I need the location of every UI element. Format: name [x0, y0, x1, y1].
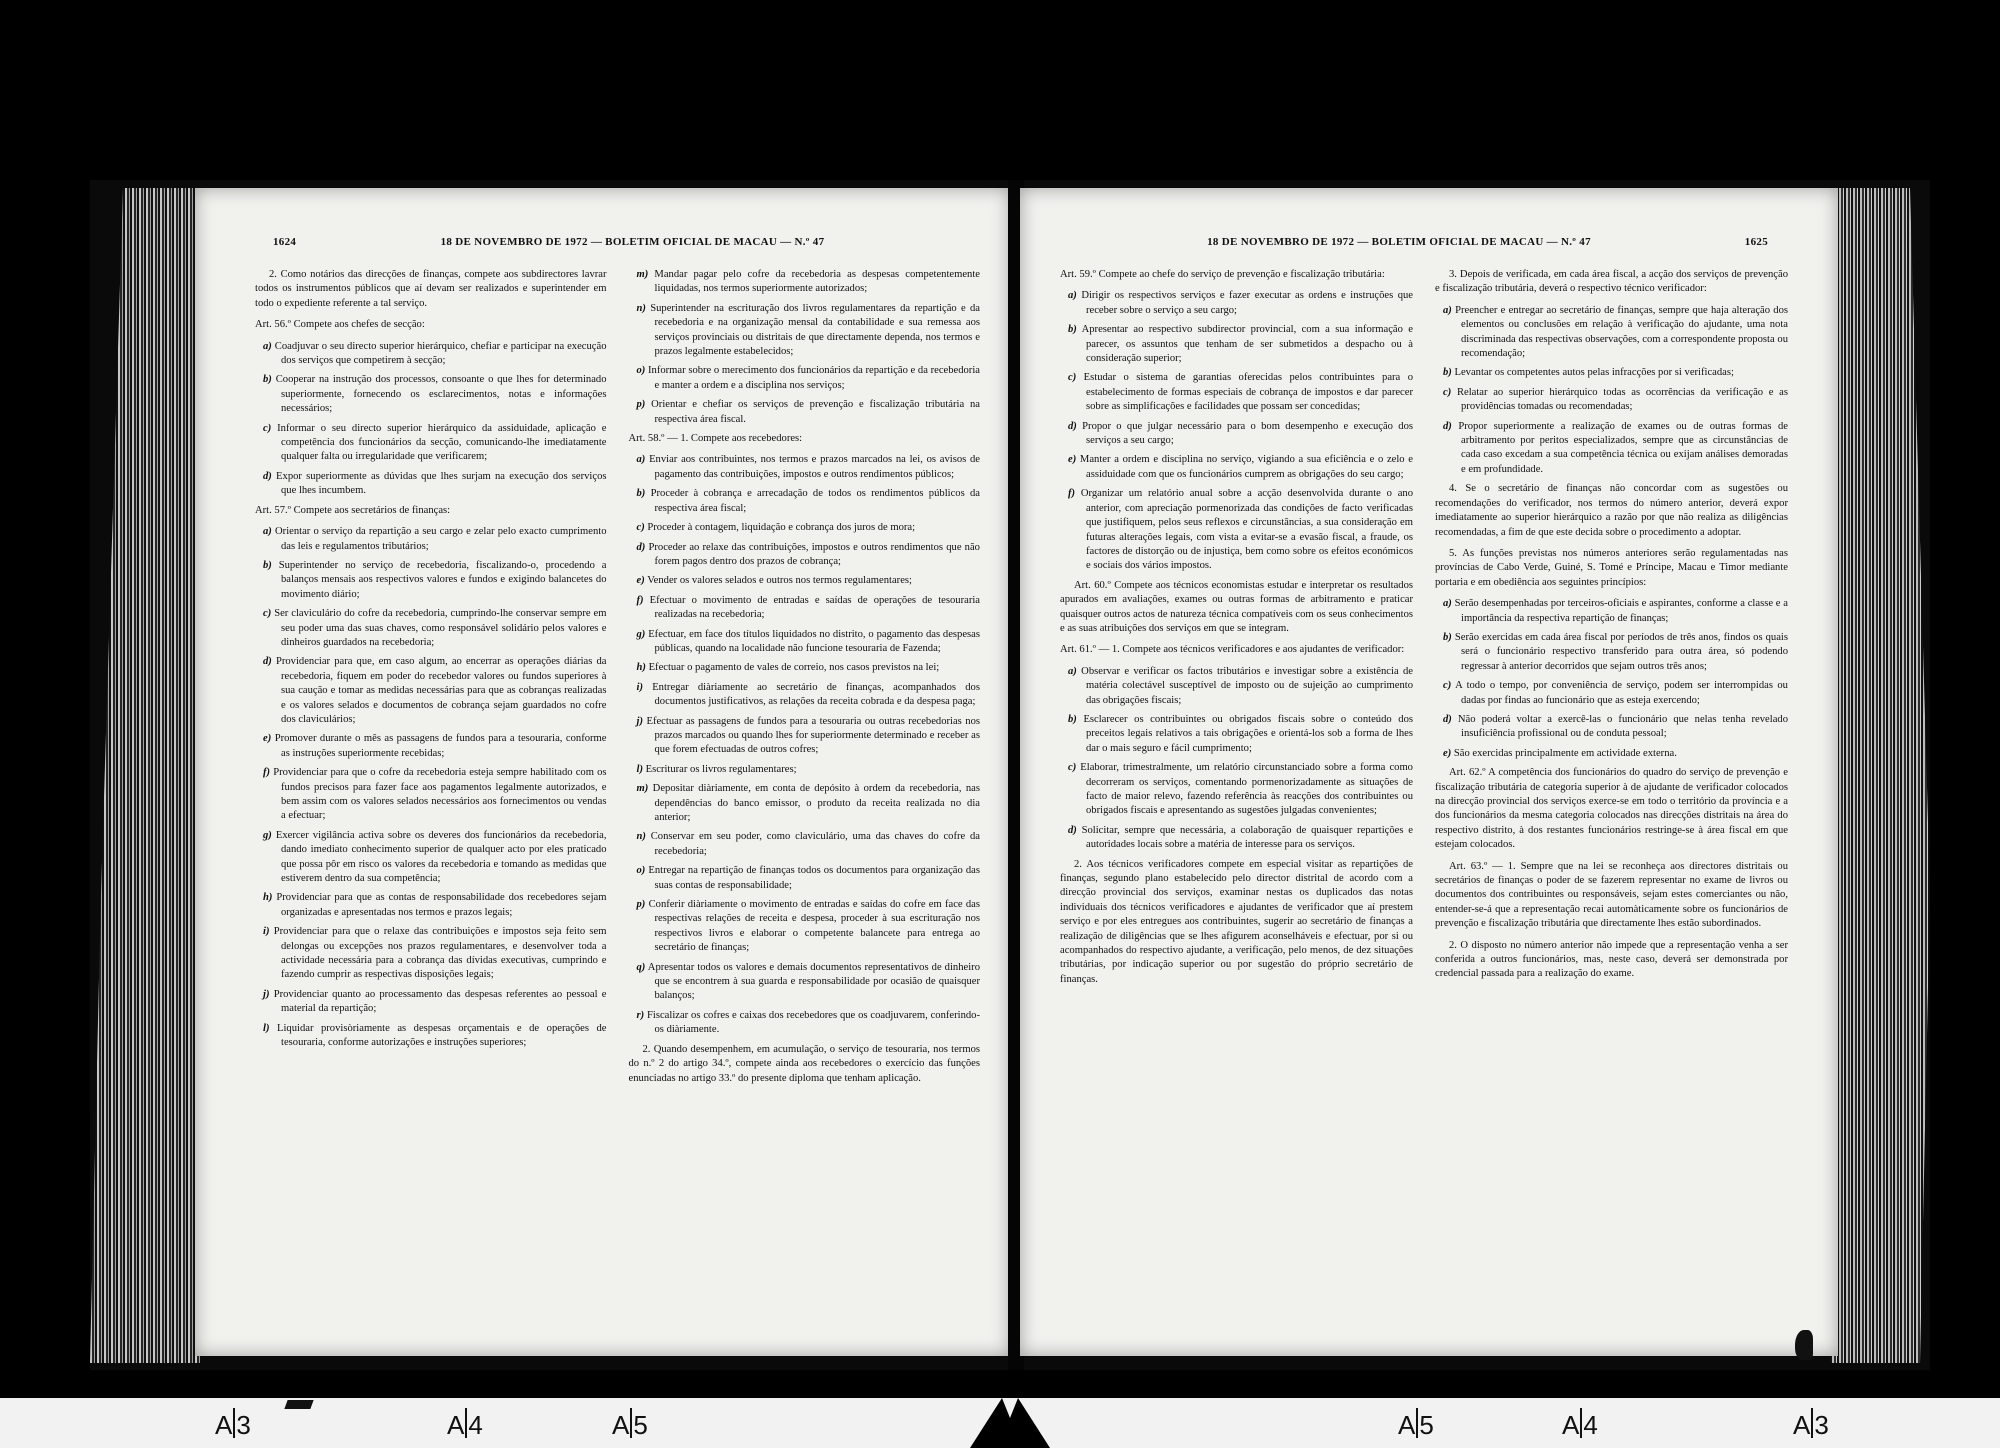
item-text: Orientar o serviço da repartição a seu cargo e zelar pelo exacto cumprimento das leis e regulamentos tributários;	[275, 526, 607, 552]
item-text: Esclarecer os contribuintes ou obrigados fiscais sobre o conteúdo dos preceitos legais relativos a tais obrigações e orientá-los sob a forma de lhes dar o mais seguro e fácil cumprimento;	[1083, 713, 1413, 754]
list-item	[1060, 665, 1413, 708]
item-text: Estudar o sistema de garantias oferecidas pelos contribuintes para o estabelecimento de formas especiais de cobrança de impostos e dar parecer sobre as simplificações e facilidades que possam ser concedidas;	[1083, 372, 1413, 413]
item-text: Escriturar os livros regulamentares;	[645, 763, 797, 775]
item-text: Serão exercidas em cada área fiscal por períodos de três anos, findos os quais será o funcionário respectivo transferido para outra área, só podendo regressar à anterior decorridos que sejam outros três anos;	[1454, 631, 1789, 672]
item-letter: f)	[636, 594, 644, 606]
paragraph: 3. Depois de verificada, em cada área fiscal, a acção dos serviços de prevenção e fiscalização tributária, deverá o respectivo técnico verificador:	[1435, 269, 1788, 295]
list-item	[1060, 323, 1413, 366]
item-text: Orientar e chefiar os serviços de prevenção e fiscalização tributária na respectiva área fiscal.	[651, 399, 980, 425]
item-letter: c)	[263, 422, 272, 434]
item-text: Mandar pagar pelo cofre da recebedoria as despesas competentemente liquidadas, nos termos superiormente autorizados;	[654, 269, 980, 295]
article-heading: Art. 58.º — 1. Compete aos recebedores:	[628, 433, 803, 445]
right-page-number: 1625	[1744, 236, 1768, 248]
list-item	[1435, 366, 1788, 380]
item-text: Informar o seu directo superior hierárquico da assiduidade, aplicação e competência dos funcionários da secção, comunicando-lhe imediatamente qualquer falta ou irregularidade que verificarem;	[277, 422, 607, 463]
item-letter: c)	[1068, 762, 1077, 774]
list-item	[1435, 747, 1788, 761]
item-letter: d)	[263, 656, 272, 668]
item-text: Organizar um relatório anual sobre a acção desenvolvida durante o ano anterior, com apreciação pormenorizada das condições de facto verificadas que justifiquem, pelos seus reflexos e circunstâncias, a sua consideração em futuras alterações legais, com vista a evitar-se a evasão fiscal, a fraude, os factores de distorção ou de injustiça, bem como sobre os efeitos económicos e sociais dos vários impostos.	[1080, 488, 1413, 572]
item-text: Entregar na repartição de finanças todos os documentos para organização das suas contas de responsabilidade;	[648, 865, 980, 891]
list-item	[1435, 304, 1788, 362]
item-letter: e)	[1443, 747, 1452, 759]
item-letter: j)	[263, 988, 270, 1000]
list-item	[629, 574, 981, 588]
item-text: Superintender na escrituração dos livros regulamentares da repartição e da recebedoria e na organização mensal da contabilidade e sua remessa aos serviços provinciais ou distritais de que directamente dependa, nos termos e prazos legalmente estabelecidos;	[650, 302, 980, 358]
item-letter: c)	[263, 608, 272, 620]
item-letter: o)	[636, 865, 646, 877]
item-text: Serão desempenhadas por terceiros-oficiais e aspirantes, conforme a classe e a importância da respectiva repartição de finanças;	[1454, 598, 1788, 624]
list-item	[629, 364, 981, 393]
right-column-1	[1060, 268, 1413, 1316]
list-item	[629, 594, 981, 623]
item-letter: b)	[1443, 367, 1452, 379]
item-text: Enviar aos contribuintes, nos termos e prazos marcados na lei, os avisos de pagamento das contribuições, impostos e outros rendimentos públicos;	[649, 454, 980, 480]
item-text: Efectuar as passagens de fundos para a tesouraria ou outras recebedorias nos prazos marcados ou quando lhes for superiormente determinado e receber as que forem efectuadas de outros cofres;	[646, 715, 980, 756]
left-running-head	[195, 236, 1010, 256]
film-speck	[284, 1400, 313, 1409]
list-item	[255, 340, 607, 369]
paragraph: 2. O disposto no número anterior não impede que a representação venha a ser conferida a outros funcionários, mas, neste caso, deverá ser demonstrada por credencial passada para a realização do exame.	[1435, 939, 1788, 980]
list-item	[1060, 713, 1413, 756]
item-text: Proceder à contagem, liquidação e cobrança dos juros de mora;	[647, 522, 916, 534]
item-text: Observar e verificar os factos tributários e investigar sobre a existência de matéria colectável susceptível de imposto ou de sujeição ao cumprimento das obrigações fiscais;	[1081, 665, 1413, 706]
film-mark-1: A 3	[215, 1410, 251, 1440]
item-text: Propor o que julgar necessário para o bom desempenho e execução dos serviços a seu cargo;	[1082, 420, 1413, 447]
list-item	[1435, 679, 1788, 708]
item-letter: d)	[1068, 824, 1077, 836]
paragraph: Art. 62.º A competência dos funcionários do quadro do serviço de prevenção e fiscalização tributária de categoria superior à de ajudante de verificador colocados na direcção provincial dos serviços exerce-se em todo o território da província e a dos funcionários da mesma categoria colocados nas direcções distritais na área do respectivo distrito, à dos restantes funcionários restringe-se à área fiscal em que estejam colocados.	[1435, 767, 1788, 851]
film-mark-4: A 5	[1398, 1410, 1434, 1440]
list-item	[255, 988, 607, 1017]
item-letter: e)	[1068, 454, 1077, 466]
list-item	[255, 470, 607, 499]
item-letter: h)	[636, 662, 646, 674]
item-letter: a)	[1068, 665, 1077, 677]
item-text: Solicitar, sempre que necessária, a colaboração de quaisquer repartições e autoridades locais sobre a matéria de interesse para os serviços.	[1081, 824, 1413, 851]
item-text: A todo o tempo, por conveniência de serviço, podem ser interrompidas ou dadas por findas ao funcionário que as esteja exercendo;	[1455, 680, 1788, 706]
item-letter: i)	[263, 926, 270, 938]
article-heading: Art. 56.º Compete aos chefes de secção:	[255, 319, 425, 331]
item-text: Vender os valores selados e outros nos termos regulamentares;	[647, 575, 912, 587]
item-letter: a)	[263, 526, 272, 538]
item-letter: f)	[263, 767, 271, 779]
item-letter: b)	[1443, 631, 1452, 643]
right-page	[1020, 188, 1838, 1356]
item-letter: d)	[636, 541, 646, 553]
paragraph: 5. As funções previstas nos números anteriores serão regulamentadas nas províncias de Cabo Verde, Guiné, S. Tomé e Príncipe, Macau e Timor mediante portaria e em obediência aos seguintes princípios:	[1435, 547, 1788, 588]
list-item	[255, 732, 607, 761]
right-columns	[1060, 268, 1788, 1316]
list-item	[1435, 597, 1788, 626]
left-column-2	[629, 268, 981, 1316]
item-text: Entregar diàriamente ao secretário de finanças, acompanhados dos documentos justificativos, as relações da receita cobrada e da despesa paga;	[652, 681, 980, 708]
ink-blot	[1795, 1330, 1813, 1360]
list-item	[629, 782, 981, 825]
item-text: Informar sobre o merecimento dos funcionários da repartição e da recebedoria e manter a ordem e a disciplina nos serviços;	[648, 365, 980, 391]
left-column-1	[255, 268, 607, 1316]
left-page	[195, 188, 1010, 1356]
item-text: Proceder à cobrança e arrecadação de todos os rendimentos públicos da respectiva área fiscal;	[650, 488, 980, 514]
item-letter: d)	[1068, 420, 1077, 432]
item-letter: g)	[263, 829, 272, 841]
list-item	[255, 766, 607, 824]
item-text: Dirigir os respectivos serviços e fazer executar as ordens e instruções que receber sobre o serviço a seu cargo;	[1081, 290, 1413, 316]
item-text: Exercer vigilância activa sobre os deveres dos funcionários da recebedoria, dando imediato conhecimento superior de qualquer acto por eles praticado que possa pôr em risco os valores da recebedoria e tomando as medidas que estiverem dentro da sua competência;	[275, 829, 607, 885]
item-text: Elaborar, trimestralmente, um relatório circunstanciado sobre a forma como decorreram os serviços, comentando pormenorizadamente as situações de facto de maior relevo, fazendo referência às reacções dos contribuintes ou obrigados fiscais e apresentando as sugestões julgadas convenientes;	[1080, 762, 1413, 817]
item-text: Relatar ao superior hierárquico todas as ocorrências da verificação e as providências tomadas ou recomendadas;	[1456, 386, 1788, 413]
list-item	[1060, 824, 1413, 853]
list-item	[629, 628, 981, 657]
item-text: São exercidas principalmente em actividade externa.	[1453, 747, 1677, 759]
list-item	[255, 1022, 607, 1051]
item-letter: r)	[636, 1009, 645, 1021]
item-text: Proceder ao relaxe das contribuições, impostos e outros rendimentos que não forem pagos dentro dos prazos de cobrança;	[648, 541, 980, 567]
item-text: Conservar em seu poder, como claviculário, uma das chaves do cofre da recebedoria;	[650, 831, 981, 857]
page-edges-right	[1830, 188, 1930, 1363]
item-text: Providenciar para que as contas de responsabilidade dos recebedores sejam organizadas e apresentadas nos termos e prazos legais;	[276, 892, 607, 918]
item-text: Propor superiormente a realização de exames ou de outras formas de arbitramento por peritos especializados, sempre que as circunstâncias de cada caso excedam a sua competência técnica ou exijam análises demoradas e em profundidade.	[1458, 420, 1788, 475]
item-text: Preencher e entregar ao secretário de finanças, sempre que haja alteração dos elementos ou conclusões em relação à verificação do ajudante, uma nota discriminada das respectivas observações, com a correspondente proposta ou recomendação;	[1455, 304, 1788, 360]
item-letter: b)	[636, 488, 646, 500]
item-text: Não poderá voltar a exercê-las o funcionário que nelas tenha revelado insuficiência profissional ou de conduta pessoal;	[1457, 713, 1788, 740]
item-text: Providenciar quanto ao processamento das despesas referentes ao pessoal e material da repartição;	[273, 988, 607, 1015]
item-text: Fiscalizar os cofres e caixas dos recebedores que os coadjuvarem, conferindo-os diàriamente.	[647, 1009, 980, 1036]
list-item	[255, 655, 607, 727]
item-letter: j)	[636, 715, 643, 727]
item-letter: a)	[1443, 598, 1452, 610]
item-letter: d)	[263, 470, 272, 482]
list-item	[1435, 631, 1788, 674]
item-text: Liquidar provisòriamente as despesas orçamentais e de operações de tesouraria, conforme autorizações e instruções superiores;	[277, 1022, 607, 1049]
item-text: Cooperar na instrução dos processos, consoante o que lhes for determinado superiormente, fornecendo os esclarecimentos, notas e informações necessários;	[275, 374, 607, 415]
paragraph: 2. Quando desempenhem, em acumulação, o serviço de tesouraria, nos termos do n.º 2 do artigo 34.º, compete ainda aos recebedores o exercício das funções enunciadas no artigo 33.º do presente diploma que tenham aplicação.	[628, 1043, 980, 1084]
list-item	[629, 898, 981, 956]
item-letter: n)	[636, 302, 646, 314]
list-item	[629, 453, 981, 482]
item-letter: b)	[1068, 324, 1077, 336]
item-letter: b)	[263, 374, 272, 386]
item-text: Providenciar para que o relaxe das contribuições e impostos seja feito sem delongas ou excepções nos prazos regulamentares, e desenvolver toda a actividade necessária para a cobrança das dívidas executivas, cumprindo e fazendo cumprir as respectivas disposições legais;	[273, 926, 607, 981]
list-item	[255, 525, 607, 554]
list-item	[629, 521, 981, 535]
list-item	[629, 1009, 981, 1038]
paragraph: 2. Como notários das direcções de finanças, compete aos subdirectores lavrar todos os instrumentos públicos que aí devam ser realizados e superintender em todo o expediente referente a tal serviço.	[255, 269, 607, 309]
list-item	[1060, 420, 1413, 449]
list-item	[629, 681, 981, 710]
item-text: Depositar diàriamente, em conta de depósito à ordem da recebedoria, nas dependências do banco emissor, o produto da receita realizada no dia anterior;	[652, 783, 980, 823]
item-text: Expor superiormente as dúvidas que lhes surjam na execução dos serviços que lhes incumbem.	[276, 470, 607, 497]
item-letter: f)	[1068, 488, 1076, 500]
item-text: Promover durante o mês as passagens de fundos para a tesouraria, conforme as instruções superiormente recebidas;	[274, 733, 607, 759]
item-letter: p)	[636, 399, 646, 411]
item-letter: m)	[636, 783, 649, 795]
list-item	[1435, 420, 1788, 478]
item-letter: a)	[636, 454, 646, 466]
article-heading: Art. 61.º — 1. Compete aos técnicos verificadores e aos ajudantes de verificador:	[1060, 644, 1405, 656]
list-item	[629, 763, 981, 777]
article-heading: Art. 57.º Compete aos secretários de finanças:	[255, 504, 451, 516]
item-letter: q)	[636, 961, 646, 973]
item-letter: n)	[636, 831, 646, 843]
list-item	[629, 864, 981, 893]
item-text: Providenciar para que o cofre da recebedoria esteja sempre habilitado com os fundos precisos para fazer face aos pagamentos legalmente autorizados, e bem assim com os valores selados necessários aos fornecimentos ou vendas a efectuar;	[273, 767, 607, 822]
item-letter: l)	[636, 763, 643, 775]
item-letter: o)	[636, 365, 646, 377]
list-item	[629, 268, 981, 297]
list-item	[1435, 713, 1788, 742]
item-text: Apresentar todos os valores e demais documentos representativos de dinheiro que se encontrem à sua guarda e responsabilidade por ocasião de quaisquer balanços;	[647, 961, 980, 1002]
item-letter: b)	[263, 559, 272, 571]
right-running-head	[1020, 236, 1838, 256]
item-text: Efectuar o pagamento de vales de correio, nos casos previstos na lei;	[648, 662, 940, 674]
film-mark-5: A 4	[1562, 1410, 1598, 1440]
paragraph: Art. 60.º Compete aos técnicos economistas estudar e interpretar os resultados apurados em avaliações, exames ou outras formas de arbitramento e praticar quaisquer outros actos de natureza técnica compatíveis com os seus conhecimentos e as suas atribuições dos serviços em que se integram.	[1060, 579, 1413, 634]
film-mark-2: A 4	[447, 1410, 483, 1440]
item-letter: b)	[1068, 713, 1077, 725]
list-item	[255, 422, 607, 465]
item-text: Superintender no serviço de recebedoria, fiscalizando-o, procedendo a balanços mensais aos respectivos valores e fundos e exigindo balancetes do movimento diário;	[278, 559, 607, 600]
list-item	[1435, 386, 1788, 415]
item-text: Conferir diàriamente o movimento de entradas e saídas do cofre em face das respectivas relações de receita e despesa, proceder à sua escrituração nos respectivos livros e elaborar o competente balancete para entrega ao secretário de finanças;	[648, 899, 981, 954]
list-item	[1060, 289, 1413, 318]
paragraph: Art. 63.º — 1. Sempre que na lei se reconheça aos directores distritais ou secretários de finanças o poder de se fazerem representar no exame de livros ou documentos dos contribuintes ou responsáveis, sejam estes comerciantes ou não, entender-se-á que a representação recai automàticamente sobre os funcionários de prevenção e fiscalização tributária que directamente lhes estão subordinados.	[1435, 860, 1788, 930]
item-letter: i)	[636, 681, 643, 693]
paragraph: 2. Aos técnicos verificadores compete em especial visitar as repartições de finanças, segundo plano estabelecido pelo director distrital de acordo com a direcção provincial dos serviços, examinar nestas os duplicados das notas individuais dos técnicos verificadores e ajudantes de verificador que aí prestem serviço e por eles entregues aos contribuintes, sugerir ao secretário de finanças a realização de diligências que se lhes afigurem aconselháveis e efectuar, por si ou acompanhados do respectivo ajudante, a verificação, pelo menos, de dez situações tributárias, por indicação superior ou por sugestão do próprio secretário de finanças.	[1060, 858, 1413, 985]
item-letter: p)	[636, 899, 646, 911]
list-item	[629, 961, 981, 1004]
item-letter: g)	[636, 628, 646, 640]
film-mark-3: A 5	[612, 1410, 648, 1440]
left-columns	[255, 268, 980, 1316]
item-text: Efectuar, em face dos títulos liquidados no distrito, o pagamento das despesas públicas, quando na localidade não funcione tesouraria de Fazenda;	[648, 628, 980, 654]
item-text: Providenciar para que, em caso algum, ao encerrar as operações diárias da recebedoria, fiquem em poder do recebedor valores ou fundos superiores à sua caução e tomar as medidas necessárias para que as cobranças realizadas e os valores selados e documentos de cobrança sejam guardados no cofre dos claviculários;	[275, 656, 607, 725]
item-letter: d)	[1443, 420, 1452, 432]
item-text: Levantar os competentes autos pelas infracções por si verificadas;	[1454, 367, 1734, 379]
list-item	[1060, 453, 1413, 482]
list-item	[1060, 761, 1413, 819]
item-letter: h)	[263, 892, 273, 904]
list-item	[255, 607, 607, 650]
list-item	[629, 715, 981, 758]
item-letter: a)	[263, 340, 272, 352]
item-text: Apresentar ao respectivo subdirector provincial, com a sua informação e parecer, os assuntos que tenham de ser submetidos a despacho ou à consideração superior;	[1081, 324, 1413, 365]
right-header-title: 18 DE NOVEMBRO DE 1972 — BOLETIM OFICIAL DE MACAU — N.º 47	[1207, 236, 1591, 248]
item-letter: a)	[1443, 304, 1452, 316]
list-item	[255, 373, 607, 416]
left-header-title: 18 DE NOVEMBRO DE 1972 — BOLETIM OFICIAL DE MACAU — N.º 47	[440, 236, 825, 248]
item-letter: c)	[1443, 680, 1452, 692]
paragraph: 4. Se o secretário de finanças não concordar com as sugestões ou recomendações do verificador, nos termos do número anterior, deverá expor imediatamente ao superior hierárquico a razão por que não realiza as diligências recomendadas, a fim de que este decida sobre o procedimento a adoptar.	[1435, 483, 1788, 538]
list-item	[1060, 487, 1413, 573]
item-letter: c)	[1443, 386, 1452, 398]
list-item	[629, 541, 981, 570]
list-item	[255, 891, 607, 920]
item-letter: c)	[636, 522, 645, 534]
right-column-2	[1435, 268, 1788, 1316]
item-text: Coadjuvar o seu directo superior hierárquico, chefiar e participar na execução dos serviços que competirem à secção;	[274, 340, 607, 367]
list-item	[629, 661, 981, 675]
item-letter: e)	[263, 733, 272, 745]
item-letter: d)	[1443, 713, 1452, 725]
list-item	[1060, 371, 1413, 414]
film-mark-6: A 3	[1793, 1410, 1829, 1440]
film-top-margin	[0, 0, 2000, 190]
item-text: Ser claviculário do cofre da recebedoria, cumprindo-lhe conservar sempre em seu poder uma das suas chaves, como responsável solidário pelos valores e dinheiros guardados na recebedoria;	[274, 608, 607, 648]
item-text: Manter a ordem e disciplina no serviço, vigiando a sua eficiência e o zelo e assiduidade com que os funcionários cumprem as obrigações do seu cargo;	[1079, 454, 1413, 480]
article-heading: Art. 59.º Compete ao chefe do serviço de prevenção e fiscalização tributária:	[1060, 269, 1385, 280]
list-item	[255, 559, 607, 602]
list-item	[255, 829, 607, 887]
left-page-number: 1624	[273, 236, 297, 248]
list-item	[255, 925, 607, 983]
list-item	[629, 302, 981, 360]
item-letter: a)	[1068, 290, 1077, 302]
list-item	[629, 398, 981, 427]
list-item	[629, 487, 981, 516]
item-text: Efectuar o movimento de entradas e saídas de operações de tesouraria realizadas na recebedoria;	[649, 594, 980, 621]
item-letter: l)	[263, 1022, 270, 1034]
item-letter: c)	[1068, 372, 1077, 384]
item-letter: m)	[636, 269, 649, 280]
item-letter: e)	[636, 575, 645, 587]
list-item	[629, 830, 981, 859]
